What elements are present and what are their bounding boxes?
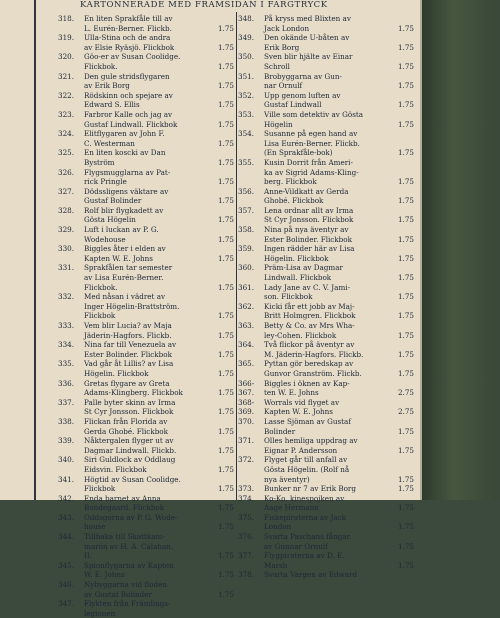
entry-number: 351. [238,71,255,81]
book-entry [238,302,414,321]
entry-number: 339. [58,436,75,446]
entry-number: 376. [238,532,255,542]
entry-price: 1.75 [217,570,234,580]
book-entry [238,321,414,340]
entry-price: 1.75 [217,282,234,292]
book-entry [238,14,414,33]
book-entry [58,513,234,532]
entry-title: Nybyggarna vid floden av Gustaf Bolinder [84,580,167,599]
entry-title: Upp genom luften av Gustaf Lindwall [264,90,341,110]
entry-title: Flickan från Florida av Gerda Ghobé. Flickbok [84,416,168,436]
entry-price: 1.75 [397,349,414,359]
book-entry [238,379,414,398]
entry-price: 1.75 [397,474,414,484]
entry-title: Biggles åter i elden av Kapten W. E. Johns [84,244,166,263]
entry-title: Sven blir hjälte av Einar Schroll [264,52,353,71]
book-entry [58,455,234,474]
entry-number: 362. [238,301,255,311]
book-entry [238,158,414,187]
entry-title: Luft i luckan av P. G. Wodehouse [84,225,159,244]
entry-title: Rolf blir flygkadett av Gösta Högelin [84,205,164,225]
entry-title: Ville som detektiv av Gösta Högelin [264,109,364,129]
entry-number: 377. [238,551,255,561]
entry-price: 1.75 [397,311,414,321]
book-entry [58,14,234,33]
book-entry [238,532,414,551]
book-entry [238,33,414,52]
book-entry [58,580,234,599]
book-entry [238,551,414,570]
book-entry [58,379,234,398]
book-entry [58,599,234,618]
book-entry [238,494,414,513]
book-entry [238,206,414,225]
entry-title: Svarta Vargen av Edward [264,570,358,580]
entry-title: Palle byter skinn av Irma St Cyr Jonsson. Flickbok [84,397,176,417]
entry-number: 335. [58,359,75,369]
entry-price: 1.75 [217,551,234,561]
book-entry [238,398,414,417]
entry-title: Den okände U-båten av Erik Borg [264,33,350,52]
entry-title: Nina på nya äventyr av Ester Bolinder. Flickbok [264,225,352,244]
entry-price: 1.75 [397,292,414,302]
entry-title: Kusin Dorrit från Ameri- ka av Sigrid Adams-Kling- berg. Flickbok [264,157,359,187]
entry-number: 374. [238,493,255,503]
entry-title: Gretas flygare av Greta Adams-Klingberg. Flickbok [84,378,183,398]
entry-number: 333. [58,321,75,330]
entry-number: 344. [58,532,75,542]
book-entry [238,570,414,580]
book-entry [238,417,414,436]
entry-number: 363. [238,321,255,330]
entry-title: Rödskinn och spejare av Edward S. Ellis [84,90,173,110]
entry-title: Ingen rädder här av Lisa Högelin. Flickbok [264,244,355,263]
entry-title: Nåktergalen flyger ut av Dagmar Lindwall. Flickb. [84,436,177,455]
entry-title: Sprakfålen tar semester av Lisa Eurén-Berner. Flickbok. [84,263,173,292]
book-entry [58,263,234,292]
entry-number: 345. [58,560,75,570]
book-entry [58,398,234,417]
entry-title: Oddsgorna av P. G. Wode- house [84,512,178,532]
entry-number: 320. [58,52,75,62]
entry-price: 1.75 [217,234,234,244]
book-entry [58,148,234,167]
book-entry [58,52,234,71]
entry-price: 1.75 [397,100,414,110]
entry-number: 360. [238,263,255,273]
entry-title: Vem blir Lucia? av Maja Jäderin-Hagfors. Flickb. [84,321,172,340]
entry-price: 2.75 [397,407,414,417]
book-entry [238,455,414,484]
entry-price: 1.75 [217,215,234,225]
entry-title: Siri Guldlock av Oddlaug Eidsvin. Flickbok [84,455,176,474]
entry-price: 1.75 [217,119,234,129]
book-entry [58,340,234,359]
entry-title: Nina far till Venezuela av Ester Bolinder. Flickbok [84,340,177,359]
entry-number: 340. [58,455,75,465]
entry-title: Spionflygarna av Kapten W. E. Johns [84,560,174,580]
entry-number: 328. [58,205,75,215]
entry-price: 1.75 [397,23,414,33]
entry-number: 358. [238,225,255,235]
entry-number: 366-367. [238,378,255,398]
entry-title: Ko-Ko, kinespojken av Aage Hermann [264,493,345,513]
book-entry [58,72,234,91]
entry-number: 349. [238,33,255,43]
entry-number: 321. [58,71,75,81]
book-spine [422,0,500,500]
entry-title: Betty & Co. av Mrs Wha- ley-Cohen. Flickbok [264,321,355,340]
entry-number: 364. [238,340,255,350]
entry-price: 1.75 [397,445,414,455]
entry-number: 373. [238,484,255,494]
book-entry [238,225,414,244]
entry-price: 1.75 [217,407,234,417]
entry-price: 1.75 [397,484,414,494]
book-entry [238,436,414,455]
entry-number: 332. [58,292,75,302]
book-entry [238,283,414,302]
entry-title: Enda barnet av Anna Bondegaard. Flickbok [84,493,165,513]
entry-title: Präm-Lisa av Dagmar Lindwall. Flickbok [264,263,343,283]
entry-title: Lasse Sjöman av Gustaf Bolinder [264,416,351,436]
book-entry [58,417,234,436]
entry-number: 348. [238,14,255,23]
entry-price: 1.75 [397,177,414,187]
book-entry [238,513,414,532]
book-entry [58,436,234,455]
right-column [238,14,414,580]
book-entry [58,129,234,148]
entry-price: 1.75 [217,100,234,110]
entry-number: 326. [58,167,75,177]
entry-price: 1.75 [397,273,414,283]
book-entry [238,52,414,71]
book-entry [58,110,234,129]
entry-number: 341. [58,474,75,484]
entry-number: 330. [58,244,75,254]
entry-price: 1.75 [217,81,234,91]
entry-title: Fiskepiraterna av Jack London [264,512,347,532]
entry-price: 1.75 [217,157,234,167]
entry-number: 365. [238,359,255,369]
entry-title: Brobyggarna av Gun- nar Ornulf [264,71,342,91]
entry-price: 1.75 [217,522,234,532]
book-entry [58,168,234,187]
book-entry [58,561,234,580]
entry-title: Flygsmugglarna av Pat- rick Pringle [84,167,171,187]
entry-number: 370. [238,416,255,426]
book-entry [238,340,414,359]
entry-title: På kryss med Blixten av Jack London [264,14,351,33]
book-entry [238,72,414,91]
entry-title: Farbror Kalle och jag av Gustaf Lindwall. Flickbok [84,109,178,129]
entry-title: Lady Jane av C. V. Jami- son. Flickbok [264,282,350,302]
entry-title: Flyget går till anfall av Gösta Högelin. (Rolf nå nya äventyr) [264,455,350,484]
entry-number: 319. [58,33,75,43]
entry-title: Olles hemliga uppdrag av Eignar P. Andersson [264,436,358,455]
entry-price: 1.75 [217,445,234,455]
entry-price: 1.75 [217,177,234,187]
entry-title: Den gule stridsflygaren av Erik Borg [84,71,170,91]
entry-title: Bunker nr 7 av Erik Borg [264,484,356,494]
entry-price: 1.75 [217,253,234,263]
entry-price: 1.75 [217,484,234,494]
book-entry [58,494,234,513]
book-entry [238,263,414,282]
entry-number: 355. [238,157,255,167]
entry-price: 1.75 [397,503,414,513]
entry-price: 1.75 [397,560,414,570]
entry-number: 325. [58,148,75,158]
entry-title: Vad går åt Lillis? av Lisa Högelin. Flickbok [84,359,174,378]
book-entry [58,475,234,494]
entry-title: Susanne på egen hand av Lisa Eurén-Berner. Flickb. (En Sprakfåle-bok) [264,129,360,158]
book-entry [58,206,234,225]
book-entry [58,359,234,378]
entry-title: Ulla-Stina och de andra av Elsie Ryäsjö. Flickbok [84,33,175,52]
entry-price: 1.75 [397,196,414,206]
entry-price: 1.75 [217,388,234,398]
entry-title: Pyttan gör beredskap av Gunvor Granström. Flickb. [264,359,362,378]
page-header: KARTONNERADE MED FRAMSIDAN I FÄRGTRYCK [80,0,328,10]
entry-number: 354. [238,129,255,139]
entry-price: 1.75 [397,426,414,436]
entry-price: 1.75 [397,234,414,244]
entry-title: Tillbaka till Skattkam- marön av H. A. Calahan. II. [84,532,174,561]
entry-number: 346. [58,580,75,590]
entry-number: 372. [238,455,255,465]
entry-price: 1.75 [397,148,414,158]
entry-price: 1.75 [217,23,234,33]
entry-number: 359. [238,244,255,254]
book-entry [58,225,234,244]
entry-title: Kicki får ett jobb av Maj- Britt Holmgren. Flickbok [264,301,356,321]
entry-number: 378. [238,570,255,580]
book-entry [238,484,414,494]
entry-price: 1.75 [397,215,414,225]
entry-number: 343. [58,512,75,522]
entry-price: 2.75 [397,388,414,398]
book-entry [58,532,234,561]
entry-title: Worrals vid flyget av Kapten W. E. Johns [264,397,340,417]
book-entry [58,321,234,340]
book-entry [238,244,414,263]
entry-title: Flygpiraterna av D. E. Marsh [264,551,345,570]
entry-title: Dödssligens väktare av Gustaf Bolinder [84,186,169,206]
column-divider [236,12,237,500]
entry-number: 322. [58,90,75,100]
entry-title: Biggles i öknen av Kap- ten W. E. Johns [264,378,350,398]
entry-price: 1.75 [397,119,414,129]
entry-number: 323. [58,109,75,119]
entry-price: 1.75 [397,330,414,340]
entry-price: 1.75 [217,311,234,321]
entry-number: 337. [58,397,75,407]
entry-number: 324. [58,129,75,139]
entry-number: 353. [238,109,255,119]
entry-price: 1.75 [217,464,234,474]
entry-title: Göo-er av Susan Coolidge. Flickbok. [84,52,181,71]
entry-price: 1.75 [217,138,234,148]
entry-number: 371. [238,436,255,446]
entry-number: 318. [58,14,75,23]
book-entry [58,187,234,206]
entry-price: 1.75 [397,61,414,71]
entry-price: 1.75 [217,503,234,513]
book-entry [58,33,234,52]
book-entry [238,129,414,158]
entry-price: 1.75 [397,522,414,532]
book-entry [58,244,234,263]
entry-number: 356. [238,186,255,196]
entry-title: Svarta Paschans fångar av Gunnar Ornulf [264,532,351,551]
book-entry [58,91,234,110]
entry-title: Två flickor på äventyr av M. Jäderin-Hagfors. Flickb. [264,340,364,359]
entry-title: Anne-Vildkatt av Gerda Ghobé. Flickbok [264,186,349,206]
entry-number: 347. [58,599,75,609]
entry-number: 368-369. [238,397,255,417]
entry-number: 331. [58,263,75,273]
entry-number: 350. [238,52,255,62]
entry-title: Lena ordnar allt av Irma St Cyr Jonsson. Flickbok [264,205,354,225]
entry-price: 1.75 [397,81,414,91]
entry-title: Elitflygaren av John F. C. Westerman [84,129,165,148]
entry-price: 1.75 [397,253,414,263]
entry-price: 1.75 [397,42,414,52]
entry-number: 357. [238,205,255,215]
entry-number: 361. [238,282,255,292]
entry-number: 375. [238,512,255,522]
entry-title: Flykten från Främlings- legionen [84,599,171,618]
book-entry [238,187,414,206]
entry-price: 1.75 [217,61,234,71]
entry-title: En liten koscki av Dan Byström [84,148,166,167]
entry-number: 338. [58,416,75,426]
entry-number: 329. [58,225,75,235]
book-entry [238,91,414,110]
entry-number: 327. [58,186,75,196]
entry-price: 1.75 [217,349,234,359]
entry-price: 1.75 [217,426,234,436]
entry-title: Högtid av Susan Coolidge. Flickbok [84,474,181,494]
entry-price: 1.75 [397,368,414,378]
entry-price: 1.75 [217,196,234,206]
entry-number: 336. [58,378,75,388]
entry-price: 1.75 [397,541,414,551]
book-entry [58,292,234,321]
book-entry [238,110,414,129]
entry-price: 1.75 [217,368,234,378]
entry-title: Med nåsan i vädret av Inger Högelin-Brattström. Flickbok [84,292,180,321]
entry-number: 352. [238,90,255,100]
entry-price: 1.75 [217,42,234,52]
entry-price: 1.75 [217,589,234,599]
entry-number: 334. [58,340,75,350]
entry-number: 342. [58,493,75,503]
entry-title: En liten Sprakfåle till av L. Eurén-Berner. Flickb. [84,14,173,33]
entry-price: 1.75 [217,330,234,340]
book-entry [238,359,414,378]
left-column [58,14,234,618]
